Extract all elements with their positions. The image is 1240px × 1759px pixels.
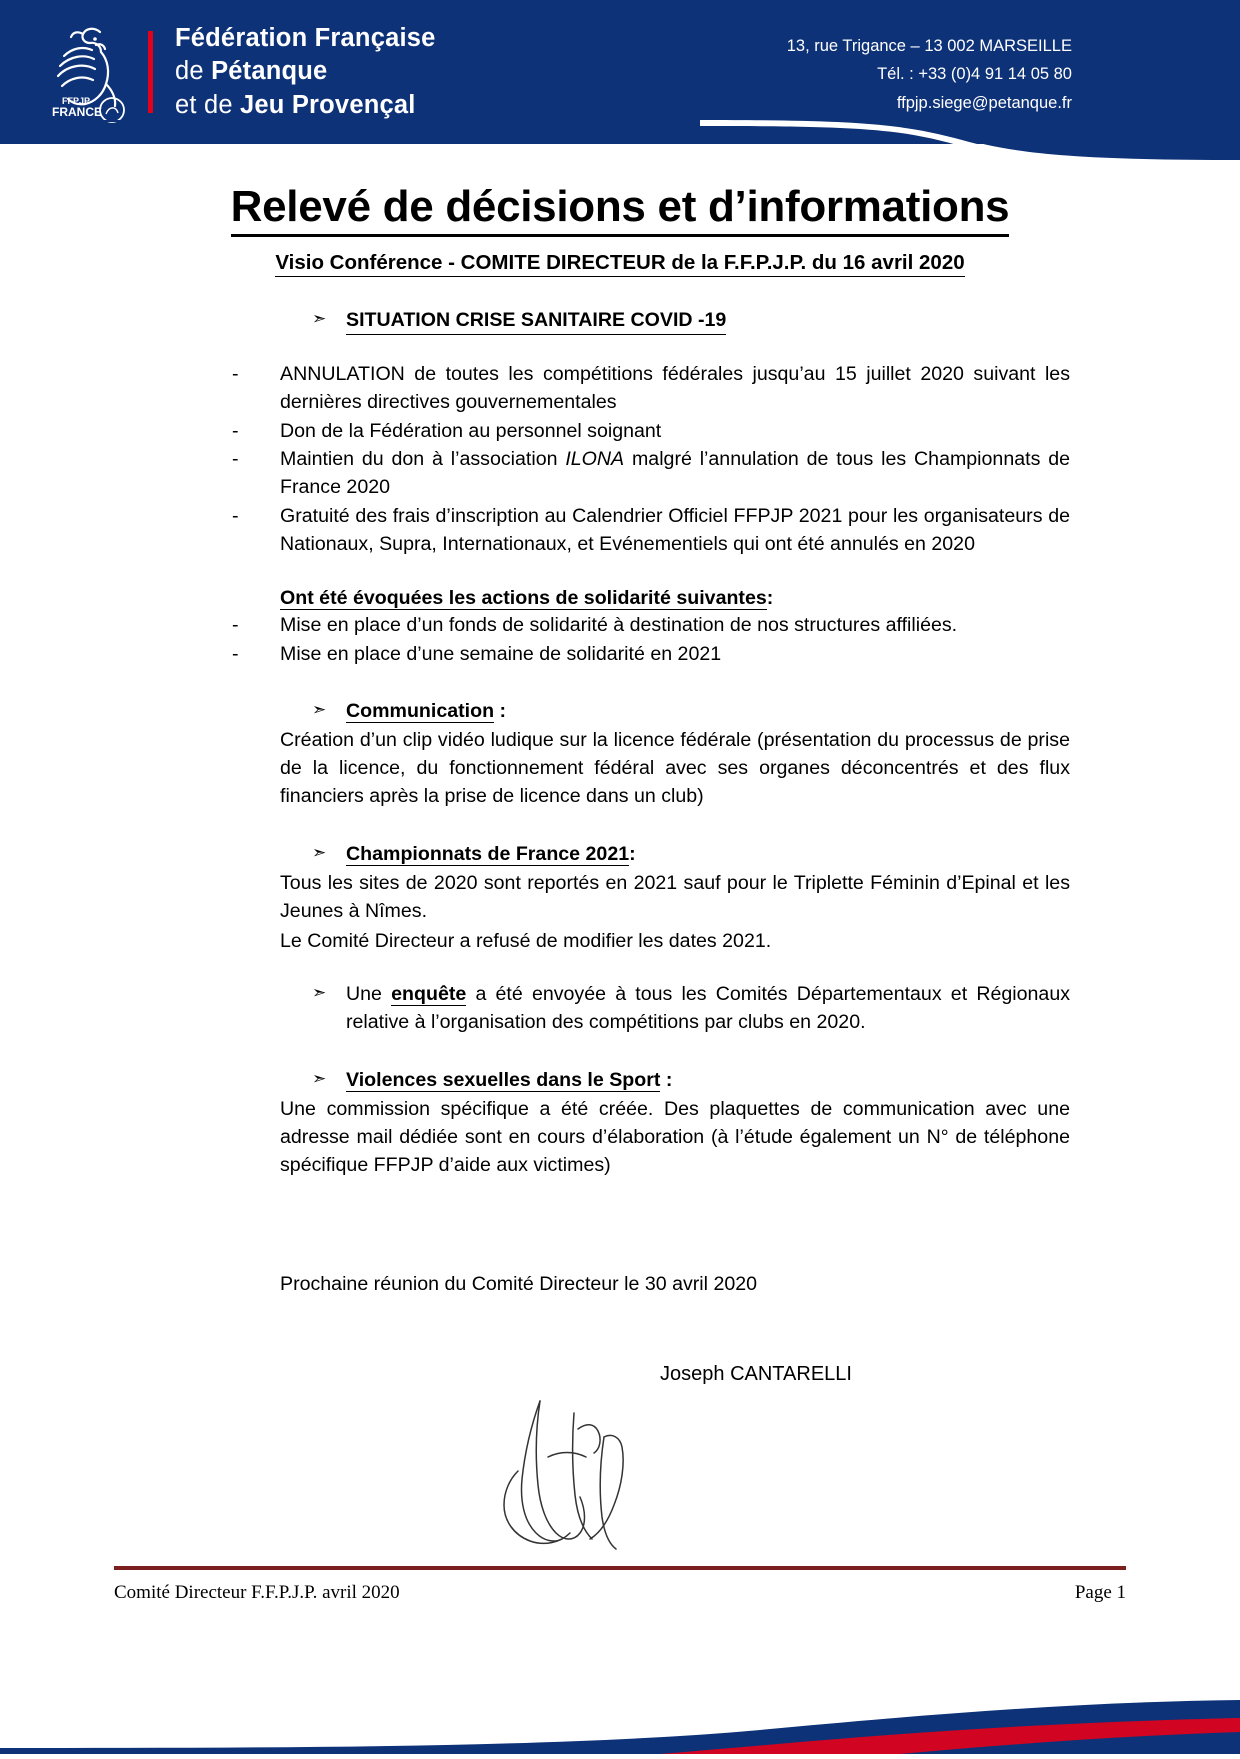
championnats-body-line1: Tous les sites de 2020 sont reportés en 2021 sauf pour le Triplette Féminin d’Epinal et les Jeunes à Nîmes.	[280, 871, 1070, 922]
contact-email[interactable]: ffpjp.siege@petanque.fr	[896, 93, 1072, 112]
list-item-text: ANNULATION de toutes les compétitions fédérales jusqu’au 15 juillet 2020 suivant les dernières directives gouvernementales	[280, 363, 1070, 413]
dash-marker: -	[232, 448, 239, 471]
communication-body: Création d’un clip vidéo ludique sur la licence fédérale (présentation du processus de prise de la licence, du fonctionnement fédéral avec ses organes déconcentrés et des flux financiers après la prise de licence dans un club)	[280, 729, 1070, 808]
violences-body: Une commission spécifique a été créée. Des plaquettes de communication avec une adresse mail dédiée sont en cours d’élaboration (à l’étude également un N° de téléphone spécifique FFPJP d’aide aux victimes)	[280, 1097, 1070, 1176]
logo-divider	[148, 31, 153, 113]
list-item-text: Gratuité des frais d’inscription au Calendrier Officiel FFPJP 2021 pour les organisateurs de Nationaux, Supra, Internationaux, et Evénementiels qui ont été annulés en 2020	[280, 505, 1070, 555]
page-header	[0, 0, 1240, 144]
rooster-logo-icon	[38, 18, 134, 126]
contact-address: 13, rue Trigance – 13 002 MARSEILLE	[786, 37, 1072, 55]
federation-name-line1: Fédération Française	[175, 24, 436, 53]
championnats-body-line2: Le Comité Directeur a refusé de modifier les dates 2021.	[280, 929, 772, 952]
arrow-bullet-icon: ➣	[312, 983, 327, 1004]
dash-marker: -	[232, 419, 239, 442]
page-footer	[0, 1566, 1240, 1604]
list-item-text: Maintien du don à l’association ILONA malgré l’annulation de tous les Championnats de France 2020	[280, 448, 1070, 499]
logo-france-text: FRANCE	[52, 105, 102, 119]
federation-logo	[38, 18, 436, 126]
page-title: Relevé de décisions et d’informations	[0, 182, 1240, 237]
dash-marker: -	[232, 505, 239, 528]
association-name: ILONA	[565, 448, 625, 471]
solidarity-bullet-list	[232, 612, 1070, 669]
list-item-text: Mise en place d’une semaine de solidarité en 2021	[280, 642, 722, 665]
arrow-bullet-icon: ➣	[312, 1068, 327, 1089]
enquete-text: Une enquête a été envoyée à tous les Comités Départementaux et Régionaux relative à l’organisation des compétitions par clubs en 2020.	[346, 983, 1071, 1034]
list-item	[232, 641, 1070, 669]
dash-marker: -	[232, 363, 239, 386]
federation-name	[175, 22, 436, 121]
footer-decoration	[0, 1644, 1240, 1754]
signature-image	[232, 1393, 1070, 1576]
list-item-text: Don de la Fédération au personnel soignant	[280, 419, 662, 442]
next-meeting-text: Prochaine réunion du Comité Directeur le 30 avril 2020	[280, 1273, 758, 1296]
list-item-text: Mise en place d’un fonds de solidarité à destination de nos structures affiliées.	[280, 613, 958, 636]
section-heading-communication: ➣ Communication :	[312, 700, 507, 723]
contact-phone: Tél. : +33 (0)4 91 14 05 80	[877, 65, 1072, 84]
enquete-emphasis: enquête	[391, 983, 467, 1006]
covid-bullet-list	[232, 361, 1070, 559]
list-item	[232, 446, 1070, 502]
federation-name-line2: de Pétanque	[175, 57, 328, 86]
arrow-bullet-icon: ➣	[312, 842, 327, 863]
footer-left-text: Comité Directeur F.F.P.J.P. avril 2020	[114, 1582, 400, 1603]
section-heading-covid: ➣ SITUATION CRISE SANITAIRE COVID -19	[232, 307, 1070, 335]
page-subtitle: Visio Conférence - COMITE DIRECTEUR de la F.F.P.J.P. du 16 avril 2020	[0, 251, 1240, 277]
logo-ffpjp-text: FFPJP	[62, 96, 91, 106]
section-heading-violences: ➣ Violences sexuelles dans le Sport :	[312, 1068, 673, 1091]
list-item	[232, 361, 1070, 417]
dash-marker: -	[232, 642, 239, 665]
document-body	[0, 144, 1240, 1576]
arrow-bullet-icon: ➣	[312, 309, 327, 329]
list-item	[232, 612, 1070, 640]
section-enquete	[232, 981, 1070, 1037]
list-item	[232, 503, 1070, 559]
solidarity-heading: Ont été évoquées les actions de solidarité suivantes:	[280, 586, 774, 609]
dash-marker: -	[232, 613, 239, 636]
header-contact-info	[787, 32, 1072, 117]
federation-name-line3: et de Jeu Provençal	[175, 90, 416, 119]
signer-name: Joseph CANTARELLI	[660, 1363, 852, 1386]
footer-page-number: Page 1	[1074, 1582, 1126, 1603]
section-heading-championnats: ➣ Championnats de France 2021:	[312, 842, 636, 865]
list-item	[232, 418, 1070, 446]
arrow-bullet-icon: ➣	[312, 700, 327, 721]
